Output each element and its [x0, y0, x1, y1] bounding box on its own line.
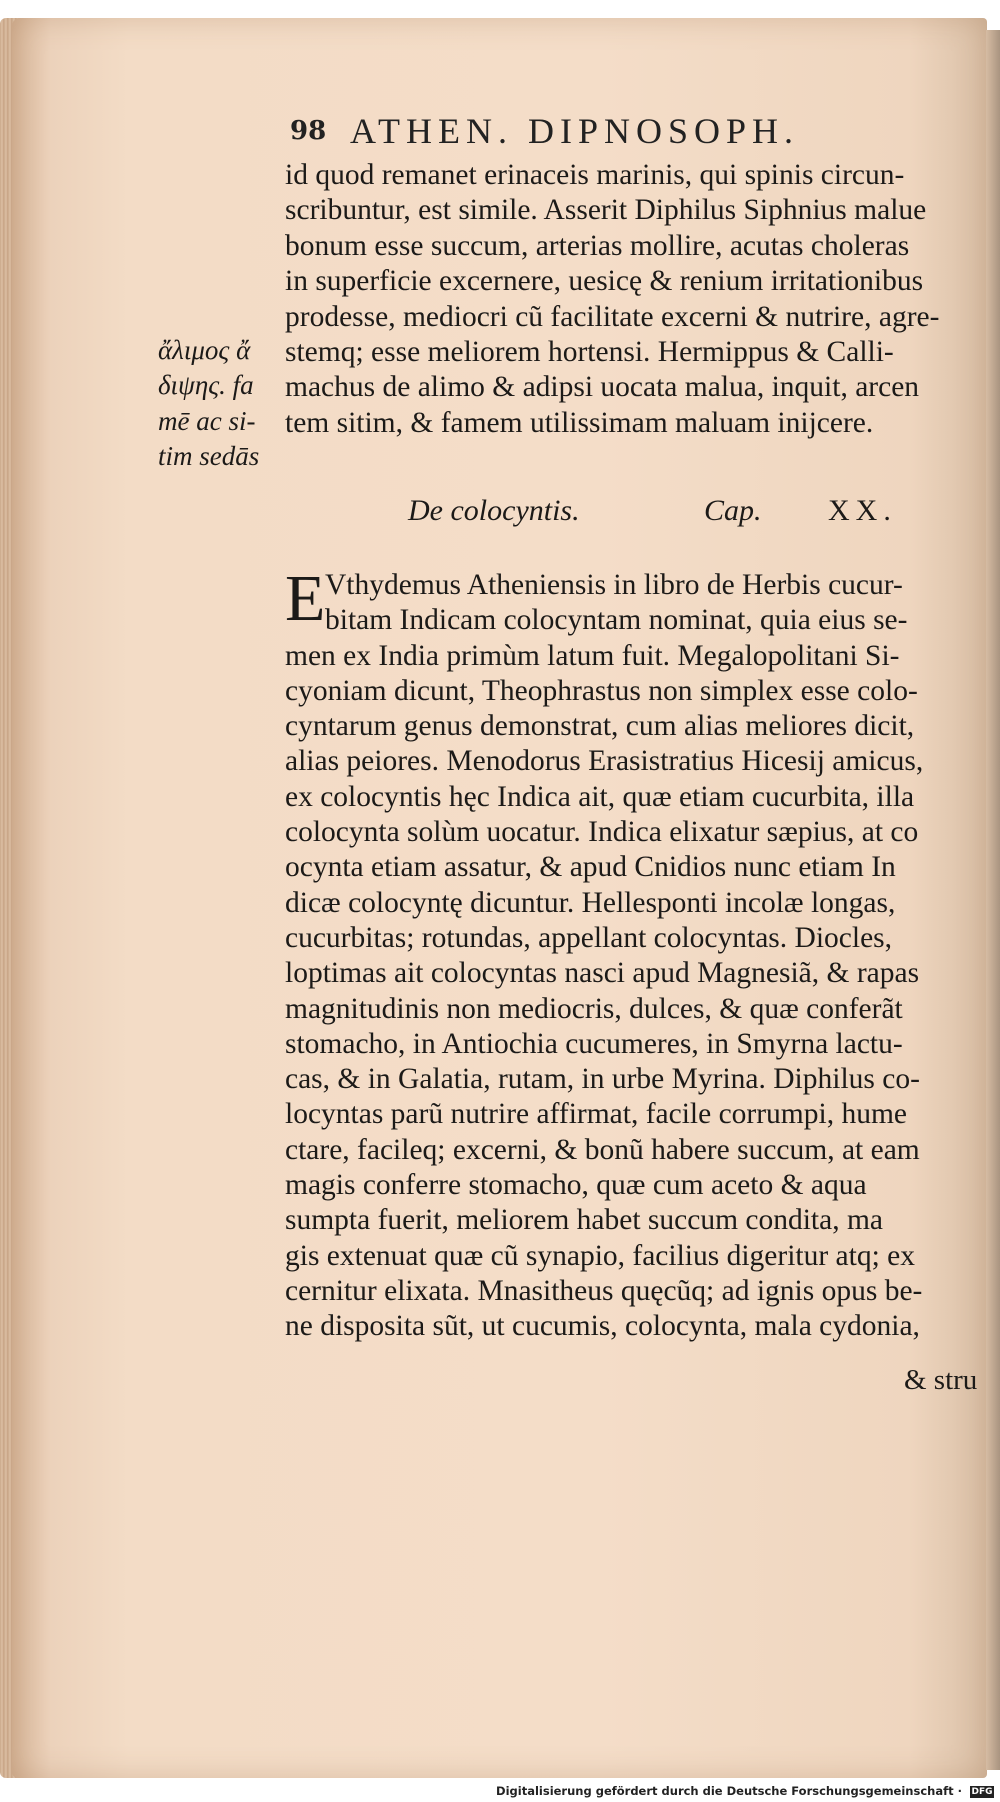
text-line: stomacho, in Antiochia cucumeres, in Smyrna lactu-	[285, 1027, 903, 1060]
top-paragraph	[285, 158, 985, 441]
chapter-cap-label: Cap.	[704, 494, 762, 527]
text-line: men ex India primùm latum fuit. Megalopolitani Si-	[285, 639, 900, 672]
chapter-heading	[408, 494, 928, 534]
text-line: ex colocyntis hęc Indica ait, quæ etiam cucurbita, illa	[285, 780, 915, 813]
text-line: bonum esse succum, arterias mollire, acutas choleras	[285, 229, 910, 262]
credit-text: Digitalisierung gefördert durch die Deutsche Forschungsgemeinschaft ·	[496, 1784, 962, 1798]
chapter-title: De colocyntis.	[408, 494, 580, 527]
text-line: cernitur elixata. Mnasitheus quęcũq; ad ignis opus be-	[285, 1274, 923, 1307]
text-line: dicæ colocyntę dicuntur. Hellesponti incolæ longas,	[285, 886, 896, 919]
text-line: scribuntur, est simile. Asserit Diphilus Siphnius malue	[285, 194, 927, 227]
text-line: colocynta solùm uocatur. Indica elixatur sæpius, at co	[285, 816, 919, 849]
text-line: magis conferre stomacho, quæ cum aceto & aqua	[285, 1169, 867, 1202]
page-number: 98	[290, 116, 327, 146]
text-line: sumpta fuerit, meliorem habet succum condita, ma	[285, 1204, 884, 1237]
book-page-edge-right	[986, 30, 1000, 1770]
text-line: magnitudinis non mediocris, dulces, & quæ conferãt	[285, 992, 903, 1025]
text-line: stemq; esse meliorem hortensi. Hermippus & Calli-	[285, 335, 894, 368]
text-line: Vthydemus Atheniensis in libro de Herbis cucur-	[325, 569, 903, 601]
dfg-logo-icon: DFG	[971, 1786, 993, 1797]
margin-note-line: mē ac si-	[158, 405, 256, 436]
text-line: machus de alimo & adipsi uocata malua, inquit, arcen	[285, 371, 920, 404]
catchword: & stru	[904, 1364, 978, 1396]
text-line: ocynta etiam assatur, & apud Cnidios nunc etiam In	[285, 851, 896, 884]
text-line: loptimas ait colocyntas nasci apud Magnesiã, & rapas	[285, 957, 920, 990]
text-line: cas, & in Galatia, rutam, in urbe Myrina. Diphilus co-	[285, 1063, 920, 1096]
text-line: in superficie excernere, uesicę & renium irritationibus	[285, 265, 924, 298]
drop-cap: E	[285, 562, 326, 635]
page-header	[290, 110, 930, 160]
text-line: prodesse, mediocri cũ facilitate excerni & nutrire, agre-	[285, 300, 940, 333]
text-line: locyntas parũ nutrire affirmat, facile corrumpi, hume	[285, 1098, 907, 1131]
text-line: alias peiores. Menodorus Erasistratius Hicesij amicus,	[285, 745, 924, 778]
chapter-number: XX.	[828, 494, 897, 527]
text-line: cyntarum genus demonstrat, cum alias meliores dicit,	[285, 710, 915, 743]
chapter-paragraph	[285, 562, 985, 1345]
margin-note-line: tim sedās	[158, 441, 260, 472]
running-title: ATHEN. DIPNOSOPH.	[350, 111, 800, 151]
text-line: ctare, facileq; excerni, & bonũ habere succum, at eam	[285, 1133, 920, 1166]
margin-note-line: διψης. fa	[158, 370, 254, 401]
margin-note	[158, 333, 286, 475]
digitization-credit	[496, 1784, 994, 1798]
text-line: gis extenuat quæ cũ synapio, facilius digeritur atq; ex	[285, 1239, 916, 1272]
text-line: ne disposita sũt, ut cucumis, colocynta, mala cydonia,	[285, 1310, 920, 1343]
text-line: bitam Indicam colocyntam nominat, quia eius se-	[325, 604, 908, 637]
margin-note-line: ἄλιμος ἄ	[158, 335, 251, 365]
text-line: tem sitim, & famem utilissimam maluam inijcere.	[285, 406, 874, 439]
text-line: cucurbitas; rotundas, appellant colocyntas. Diocles,	[285, 921, 893, 954]
text-line: cyoniam dicunt, Theophrastus non simplex esse colo-	[285, 674, 918, 707]
text-line: id quod remanet erinaceis marinis, qui spinis circun-	[285, 159, 905, 191]
